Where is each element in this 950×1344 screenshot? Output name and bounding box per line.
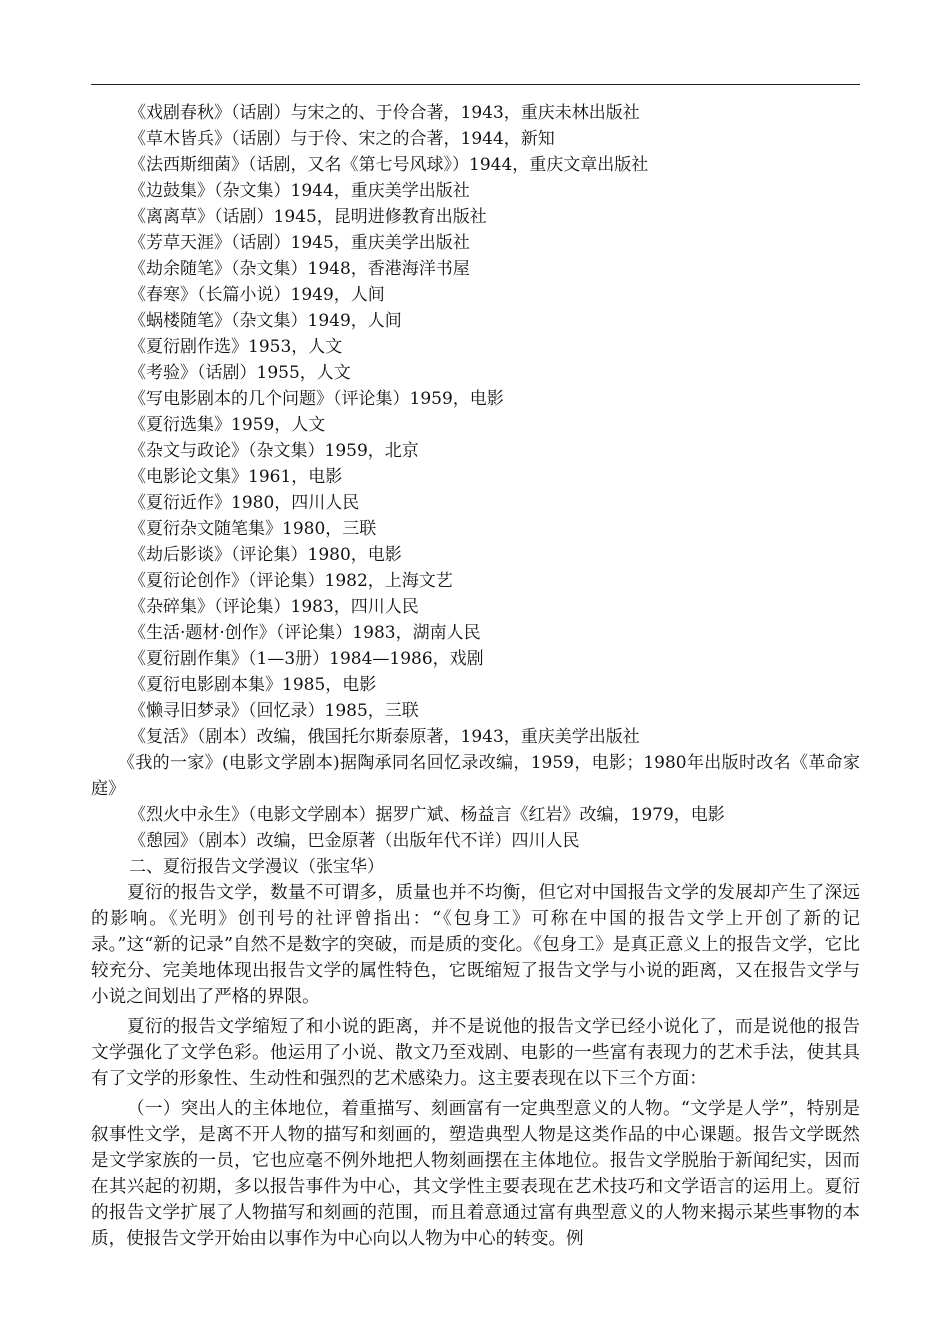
bibliography-entry: 《烈火中永生》（电影文学剧本）据罗广斌、杨益言《红岩》改编，1979，电影 (129, 805, 725, 825)
header-rule (91, 84, 860, 85)
bibliography-entry: 《懒寻旧梦录》（回忆录）1985，三联 (129, 701, 419, 721)
page-body (91, 100, 860, 1256)
bibliography-entry: 《写电影剧本的几个问题》（评论集）1959，电影 (129, 389, 504, 409)
bibliography-entry: 《劫余随笔》（杂文集）1948，香港海洋书屋 (129, 259, 470, 279)
bibliography-entry: 《生活·题材·创作》（评论集）1983，湖南人民 (129, 623, 481, 643)
bibliography-entry: 《夏衍剧作集》（1—3册）1984—1986，戏剧 (129, 649, 484, 669)
bibliography-entry: 《电影论文集》1961，电影 (129, 467, 343, 487)
bibliography-entry: 《夏衍电影剧本集》1985，电影 (129, 675, 377, 695)
bibliography-entry: 《离离草》（话剧）1945，昆明进修教育出版社 (129, 207, 487, 227)
section-heading: 二、夏衍报告文学漫议（张宝华） (129, 857, 384, 877)
bibliography-entry: 《考验》（话剧）1955，人文 (129, 363, 351, 383)
bibliography-entry: 《蜗楼随笔》（杂文集）1949，人间 (129, 311, 402, 331)
body-paragraph: 夏衍的报告文学缩短了和小说的距离，并不是说他的报告文学已经小说化了，而是说他的报告文学强化了文学色彩。他运用了小说、散文乃至戏剧、电影的一些富有表现力的艺术手法，使其具有了文学的形象性、生动性和强烈的艺术感染力。这主要表现在以下三个方面： (91, 1017, 860, 1089)
body-paragraph: （一）突出人的主体地位，着重描写、刻画富有一定典型意义的人物。“文学是人学”，特别是叙事性文学，是离不开人物的描写和刻画的，塑造典型人物是这类作品的中心课题。报告文学既然是文学家族的一员，它也应毫不例外地把人物刻画摆在主体地位。报告文学脱胎于新闻纪实，因而在其兴起的初期，多以报告事件为中心，其文学性主要表现在艺术技巧和文学语言的运用上。夏衍的报告文学扩展了人物描写和刻画的范围，而且着意通过富有典型意义的人物来揭示某些事物的本质，使报告文学开始由以事作为中心向以人物为中心的转变。例 (91, 1099, 860, 1249)
bibliography-entry: 《劫后影谈》（评论集）1980，电影 (129, 545, 402, 565)
body-paragraph: 夏衍的报告文学，数量不可谓多，质量也并不均衡，但它对中国报告文学的发展却产生了深远的影响。《光明》创刊号的社评曾指出：“《包身工》可称在中国的报告文学上开创了新的记录。”这“新的记录”自然不是数字的突破，而是质的变化。《包身工》是真正意义上的报告文学，它比较充分、完美地体现出报告文学的属性特色，它既缩短了报告文学与小说的距离，又在报告文学与小说之间划出了严格的界限。 (91, 883, 860, 1007)
bibliography-entry: 《夏衍论创作》（评论集）1982，上海文艺 (129, 571, 453, 591)
bibliography-entry: 《夏衍杂文随笔集》1980，三联 (129, 519, 377, 539)
bibliography-entry: 《憩园》（剧本）改编，巴金原著（出版年代不详）四川人民 (129, 831, 580, 851)
bibliography-list (91, 100, 860, 750)
bibliography-entry: 《春寒》（长篇小说）1949，人间 (129, 285, 385, 305)
bibliography-entry: 《边鼓集》（杂文集）1944，重庆美学出版社 (129, 181, 470, 201)
bibliography-entry: 《夏衍选集》1959，人文 (129, 415, 326, 435)
bibliography-entry: 《夏衍剧作选》1953，人文 (129, 337, 343, 357)
bibliography-entry: 《草木皆兵》（话剧）与于伶、宋之的合著，1944，新知 (129, 129, 555, 149)
bibliography-entry: 《夏衍近作》1980，四川人民 (129, 493, 360, 513)
bibliography-entry: 《杂文与政论》（杂文集）1959，北京 (129, 441, 419, 461)
bibliography-entry-wrapped: 《我的一家》(电影文学剧本)据陶承同名回忆录改编，1959，电影；1980年出版时改名《革命家庭》 (91, 753, 860, 799)
bibliography-entry: 《复活》（剧本）改编，俄国托尔斯泰原著，1943，重庆美学出版社 (129, 727, 640, 747)
bibliography-entry: 《戏剧春秋》（话剧）与宋之的、于伶合著，1943，重庆未林出版社 (129, 103, 640, 123)
bibliography-entry: 《法西斯细菌》（话剧，又名《第七号风球》）1944，重庆文章出版社 (129, 155, 649, 175)
bibliography-entry: 《芳草天涯》（话剧）1945，重庆美学出版社 (129, 233, 470, 253)
bibliography-entry: 《杂碎集》（评论集）1983，四川人民 (129, 597, 419, 617)
bibliography-list-tail (91, 802, 860, 854)
